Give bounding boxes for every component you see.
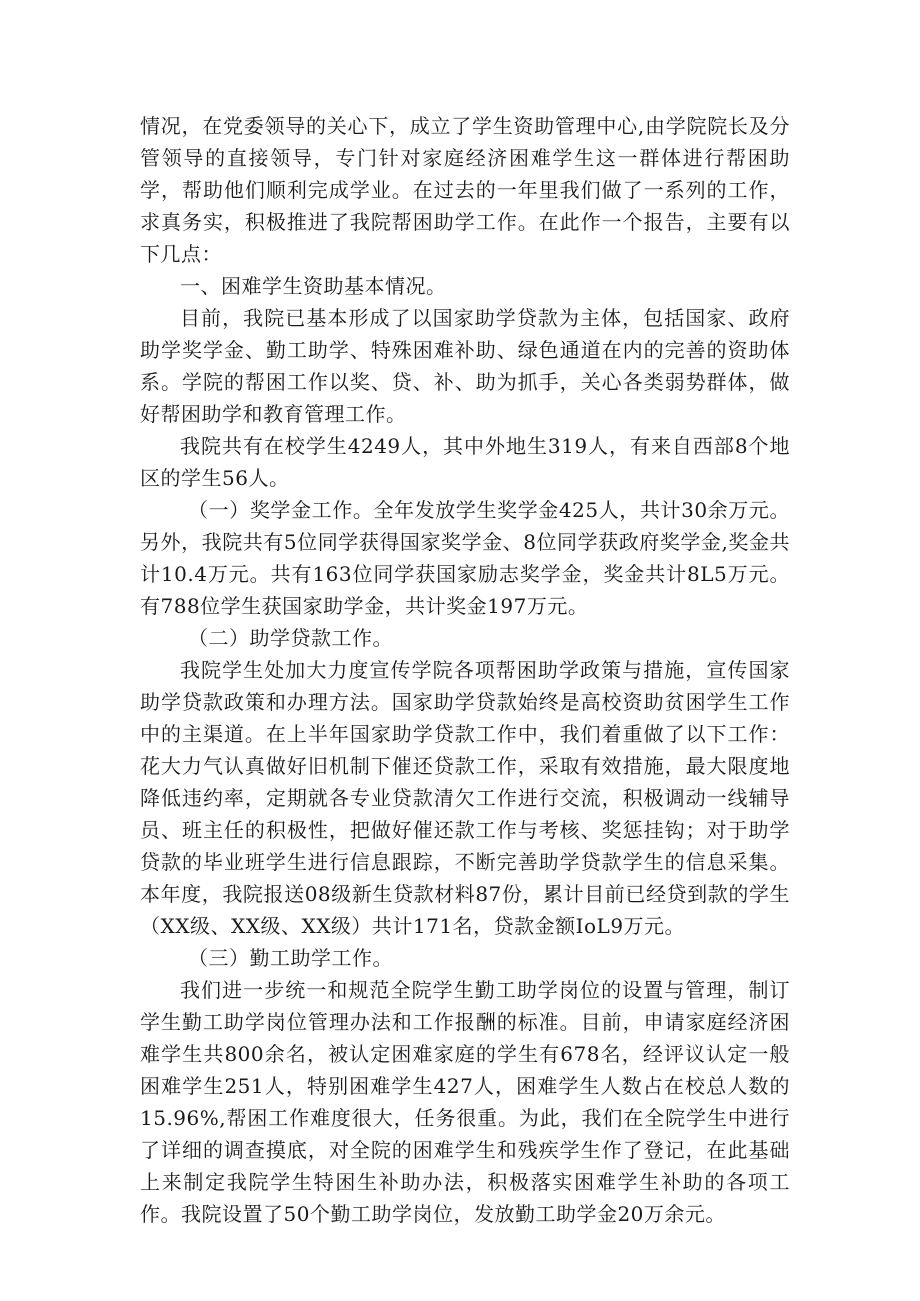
document-body — [140, 110, 790, 1230]
paragraph-scholarship-work: （一）奖学金工作。全年发放学生奖学金425人，共计30余万元。另外，我院共有5位同学获得国家奖学金、8位同学获政府奖学金,奖金共计10.4万元。共有163位同学获国家励志奖学金，奖金共计8L5万元。有788位学生获国家助学金，共计奖金197万元。 — [140, 498, 790, 618]
paragraph-student-count: 我院共有在校学生4249人，其中外地生319人，有来自西部8个地区的学生56人。 — [140, 434, 790, 490]
section-heading-basic-situation: 一、困难学生资助基本情况。 — [180, 274, 447, 298]
paragraph-student-loans: 我院学生处加大力度宣传学院各项帮困助学政策与措施，宣传国家助学贷款政策和办理方法。国家助学贷款始终是高校资助贫困学生工作中的主渠道。在上半年国家助学贷款工作中，我们着重做了以下工作：花大力气认真做好旧机制下催还贷款工作，采取有效措施，最大限度地降低违约率，定期就各专业贷款清欠工作进行交流，积极调动一线辅导员、班主任的积极性，把做好催还款工作与考核、奖惩挂钩；对于助学贷款的毕业班学生进行信息跟踪，不断完善助学贷款学生的信息采集。本年度，我院报送08级新生贷款材料87份，累计目前已经贷到款的学生（XX级、XX级、XX级）共计171名，贷款金额IoL9万元。 — [140, 658, 790, 938]
subheading-work-study: （三）勤工助学工作。 — [188, 946, 393, 970]
paragraph-intro-continuation: 情况，在党委领导的关心下，成立了学生资助管理中心,由学院院长及分管领导的直接领导，专门针对家庭经济困难学生这一群体进行帮困助学，帮助他们顺利完成学业。在过去的一年里我们做了一系列的工作，求真务实，积极推进了我院帮困助学工作。在此作一个报告，主要有以下几点： — [140, 114, 790, 266]
paragraph-aid-system: 目前，我院已基本形成了以国家助学贷款为主体，包括国家、政府助学奖学金、勤工助学、特殊困难补助、绿色通道在内的完善的资助体系。学院的帮困工作以奖、贷、补、助为抓手，关心各类弱势群体，做好帮困助学和教育管理工作。 — [140, 306, 790, 426]
subheading-student-loans: （二）助学贷款工作。 — [188, 626, 393, 650]
paragraph-work-study: 我们进一步统一和规范全院学生勤工助学岗位的设置与管理，制订学生勤工助学岗位管理办法和工作报酬的标准。目前，申请家庭经济困难学生共800余名，被认定困难家庭的学生有678名，经评议认定一般困难学生251人，特别困难学生427人，困难学生人数占在校总人数的15.96%,帮困工作难度很大，任务很重。为此，我们在全院学生中进行了详细的调查摸底，对全院的困难学生和残疾学生作了登记，在此基础上来制定我院学生特困生补助办法，积极落实困难学生补助的各项工作。我院设置了50个勤工助学岗位，发放勤工助学金20万余元。 — [140, 978, 790, 1226]
